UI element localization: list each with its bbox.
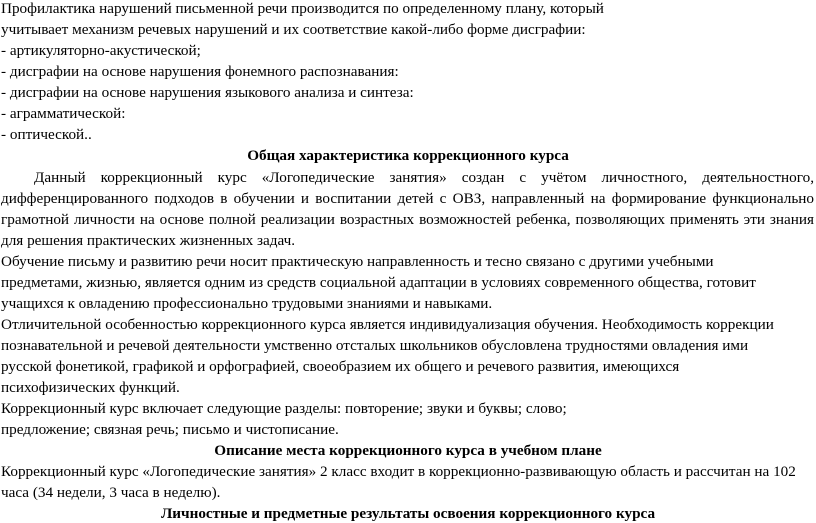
para3-line-4: психофизических функций. [1,379,180,396]
para2-line-2: предметами, жизнью, является одним из средств социальной адаптации в условиях современного общества, готовит [1,274,756,291]
list-item-language-analysis: - дисграфии на основе нарушения языкового анализа и синтеза: [1,84,414,101]
para1-line-3: грамотной личности на основе полной реализации возрастных возможностей ребенка, позволяющих применять эти знания [1,211,814,228]
heading-course-place: Описание места коррекционного курса в учебном плане [214,442,602,459]
list-item-optical: - оптической.. [1,126,92,143]
para1-line-1: Данный коррекционный курс «Логопедические занятия» создан с учётом личностного, деятельностного, [34,169,814,186]
para5-line-2: часа (34 недели, 3 часа в неделю). [1,484,221,501]
intro-line-1: Профилактика нарушений письменной речи производится по определенному плану, который [1,0,604,17]
para5-line-1: Коррекционный курс «Логопедические занятия» 2 класс входит в коррекционно-развивающую область и рассчитан на 102 [1,463,796,480]
para4-line-2: предложение; связная речь; письмо и чистописание. [1,421,339,438]
heading-course-results: Личностные и предметные результаты освоения коррекционного курса [160,505,656,522]
heading-general-characteristics: Общая характеристика коррекционного курса [247,147,569,164]
para1-line-2: дифференцированного подходов в обучении и воспитании детей с ОВЗ, направленный на формирование функционально [1,190,814,207]
list-item-agrammatic: - аграмматической: [1,105,126,122]
para2-line-1: Обучение письму и развитию речи носит практическую направленность и тесно связано с другими учебными [1,253,714,270]
para3-line-1: Отличительной особенностью коррекционного курса является индивидуализация обучения. Необходимость коррекции [1,316,774,333]
list-item-phonemic: - дисграфии на основе нарушения фонемного распознавания: [1,63,399,80]
intro-line-2: учитывает механизм речевых нарушений и их соответствие какой-либо форме дисграфии: [1,21,586,38]
para3-line-3: русской фонетикой, графикой и орфографией, своеобразием их общего и речевого развития, имеющихся [1,358,680,375]
para1-line-4: для решения практических жизненных задач. [1,232,296,249]
para4-line-1: Коррекционный курс включает следующие разделы: повторение; звуки и буквы; слово; [1,400,567,417]
list-item-articulatory: - артикуляторно-акустической; [1,42,201,59]
para2-line-3: учащихся к овладению профессионально трудовыми знаниями и навыками. [1,295,493,312]
para3-line-2: познавательной и речевой деятельности умственно отсталых школьников обусловлена трудностями овладения ими [1,337,749,354]
